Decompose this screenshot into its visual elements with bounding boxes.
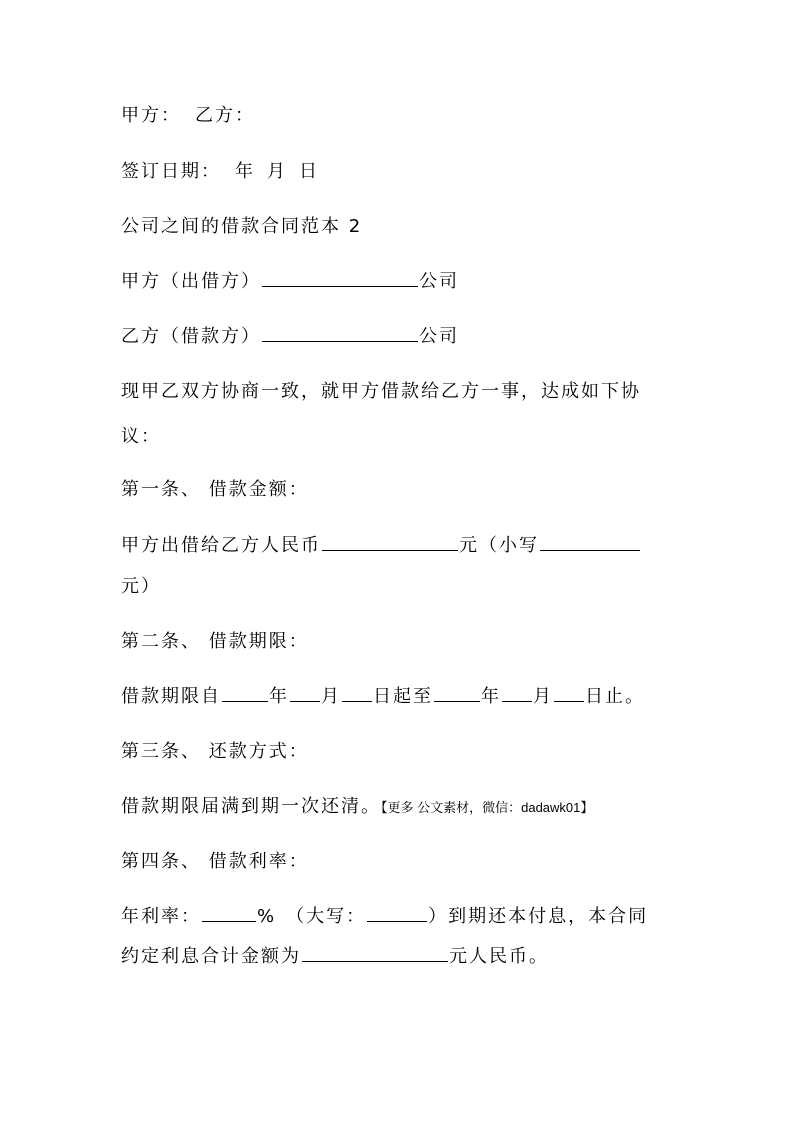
loan-term-line xyxy=(121,685,645,709)
interest-total-label: 约定利息合计金额为 xyxy=(121,946,301,967)
term-end-label: 日止。 xyxy=(585,686,645,707)
lender-label: 甲方（出借方） xyxy=(121,271,261,292)
start-month-blank xyxy=(290,685,320,702)
amount-lowercase-blank xyxy=(540,534,640,551)
party-line xyxy=(121,104,255,128)
borrower-company-suffix: 公司 xyxy=(419,326,459,347)
term-to-label: 日起至 xyxy=(373,686,433,707)
loan-amount-text: 甲方出借给乙方人民币 xyxy=(121,535,321,556)
amount-blank xyxy=(322,534,458,551)
repayment-line xyxy=(121,795,593,820)
month-label: 月 xyxy=(267,161,287,182)
end-day-blank xyxy=(554,685,584,702)
interest-rate-line xyxy=(121,905,648,929)
repayment-text: 借款期限届满到期一次还清。 xyxy=(121,796,381,817)
lender-line xyxy=(121,270,459,294)
interest-total-suffix: 元人民币。 xyxy=(449,946,549,967)
end-year-blank xyxy=(434,685,480,702)
borrower-label: 乙方（借款方） xyxy=(121,326,261,347)
term-from-label: 借款期限自 xyxy=(121,686,221,707)
lender-blank xyxy=(262,270,418,287)
end-year-label: 年 xyxy=(481,686,501,707)
article-3-heading: 第三条、 还款方式： xyxy=(121,741,309,762)
end-month-label: 月 xyxy=(533,686,553,707)
document-title: 公司之间的借款合同范本 2 xyxy=(121,216,363,237)
annual-rate-label: 年利率： xyxy=(121,906,201,927)
article-2-heading: 第二条、 借款期限： xyxy=(121,631,309,652)
rate-uppercase-label: （大写： xyxy=(286,906,367,927)
rate-uppercase-blank xyxy=(367,905,427,922)
start-year-label: 年 xyxy=(269,686,289,707)
borrower-line xyxy=(121,325,459,349)
promo-note: 【更多 公文素材，微信：dadawk01】 xyxy=(381,800,594,815)
loan-amount-line xyxy=(121,534,641,558)
lender-company-suffix: 公司 xyxy=(419,271,459,292)
rate-blank xyxy=(202,905,256,922)
sign-date-line xyxy=(121,160,319,184)
end-month-blank xyxy=(502,685,532,702)
interest-total-blank xyxy=(302,945,448,962)
party-a-label: 甲方： xyxy=(121,105,181,126)
day-label: 日 xyxy=(299,161,319,182)
agreement-intro: 现甲乙双方协商一致，就甲方借款给乙方一事，达成如下协 xyxy=(121,381,641,402)
borrower-blank xyxy=(262,325,418,342)
sign-date-label: 签订日期： xyxy=(121,161,221,182)
rate-terms-text: ）到期还本付息，本合同 xyxy=(428,906,649,927)
amount-lowercase-label: 元（小写 xyxy=(459,535,539,556)
party-b-label: 乙方： xyxy=(195,105,255,126)
loan-amount-cont: 元） xyxy=(121,576,161,597)
start-day-blank xyxy=(342,685,372,702)
percent-sign: % xyxy=(257,906,277,927)
article-4-heading: 第四条、 借款利率： xyxy=(121,851,309,872)
year-label: 年 xyxy=(235,161,255,182)
article-1-heading: 第一条、 借款金额： xyxy=(121,479,309,500)
start-month-label: 月 xyxy=(321,686,341,707)
agreement-intro-cont: 议： xyxy=(121,426,161,447)
interest-total-line xyxy=(121,945,549,969)
start-year-blank xyxy=(222,685,268,702)
